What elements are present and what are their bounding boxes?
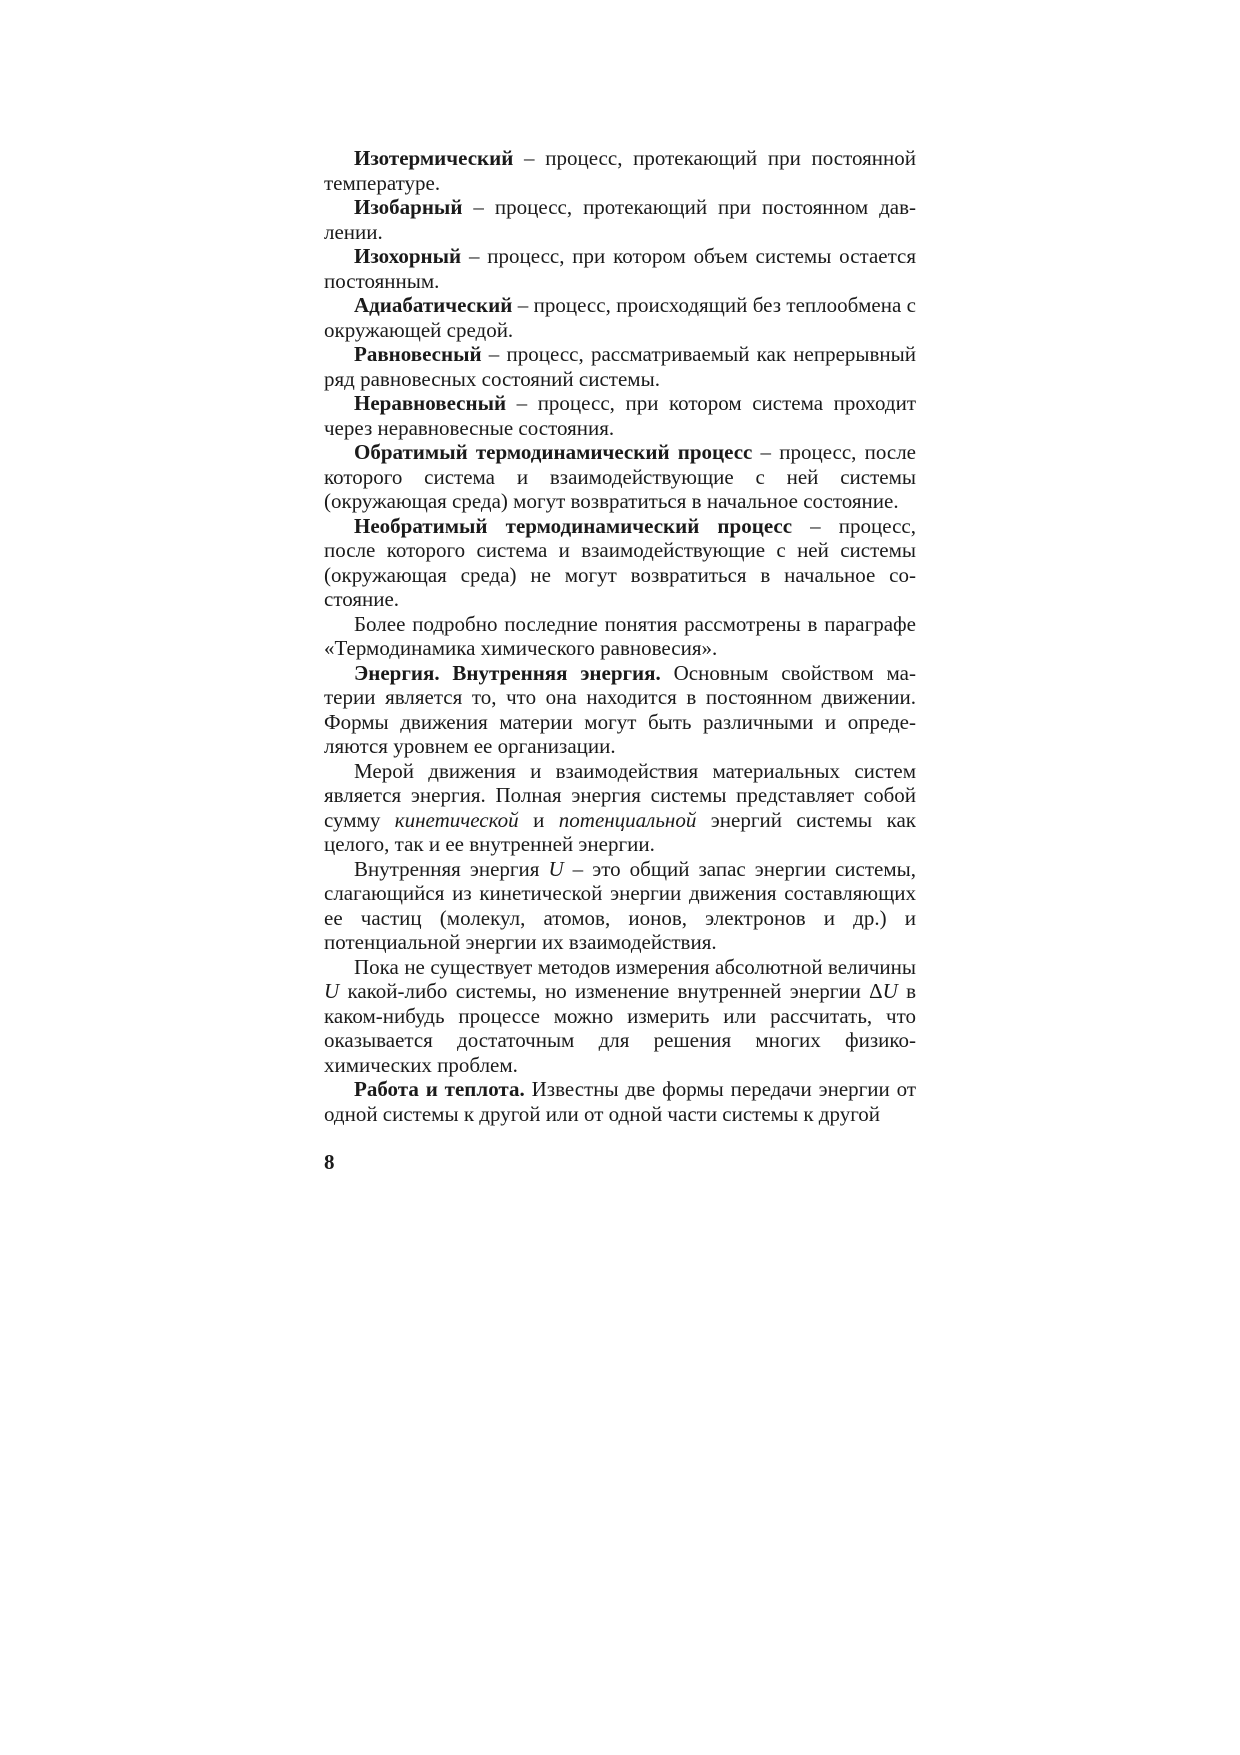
- paragraph-irreversible: [324, 514, 916, 612]
- internal-energy-text-1: Внутренняя энергия: [354, 856, 549, 881]
- paragraph-equilibrium: [324, 342, 916, 391]
- definition-non-equilibrium: – процесс, при котором система проходит через неравновесные состояния.: [324, 391, 916, 440]
- term-adiabatic: Адиабатический: [354, 293, 513, 317]
- internal-energy-text-2: – это общий запас энергии системы, слагающийся из кинетической энергии движения составляющих ее частиц (молекул, атомов, ионов, электронов и др.) и потенциальной энергии их взаимодействия.: [324, 856, 916, 954]
- measure-text-3: энергий системы как целого, так и ее внутренней энергии.: [324, 807, 916, 856]
- page-number: 8: [324, 1150, 335, 1174]
- paragraph-non-equilibrium: [324, 391, 916, 440]
- term-isochoric: Изохорный: [354, 244, 462, 268]
- measure-text-1: Мерой движения и взаимодействия материальных систем является энергия. Полная энергия системы представляет собой сумму: [324, 758, 916, 832]
- paragraph-no-methods: [324, 955, 916, 1078]
- definition-reversible: – процесс, после которого система и взаимодействующие с ней системы (окружающая среда) могут возвратиться в начальное состояние.: [324, 440, 916, 513]
- term-reversible: Обратимый термодинамический процесс: [354, 440, 753, 464]
- paragraph-isobaric: [324, 195, 916, 244]
- term-irreversible: Необратимый термодинамический процесс: [354, 513, 793, 538]
- no-methods-symbol-2: U: [882, 979, 898, 1003]
- energy-text: Основным свойством материи является то, что она находится в постоянном движении. Формы движения материи могут быть различными и определяются уровнем ее организации.: [324, 660, 916, 758]
- paragraph-internal-energy: [324, 857, 916, 955]
- measure-text-2: и: [518, 807, 559, 832]
- definition-equilibrium: – процесс, рассматриваемый как непрерывный ряд равновесных состояний системы.: [324, 342, 916, 391]
- definition-isothermal: – процесс, протекающий при постоянной температуре.: [324, 146, 916, 195]
- page-text: [324, 146, 916, 1126]
- paragraph-work-heat: [324, 1077, 916, 1126]
- paragraph-reversible: [324, 440, 916, 514]
- measure-potential: потенциальной: [558, 807, 697, 832]
- paragraph-isothermal: [324, 146, 916, 195]
- work-heat-text: Известны две формы передачи энергии от одной системы к другой или от одной части системы к другой: [324, 1077, 916, 1126]
- no-methods-text-1: Пока не существует методов измерения абсолютной величины: [354, 954, 916, 979]
- definition-isobaric: – процесс, протекающий при постоянном давлении.: [324, 195, 916, 244]
- more-detail-text: Более подробно последние понятия рассмотрены в параграфе «Термодинамика химического равновесия».: [324, 611, 916, 660]
- term-non-equilibrium: Неравновесный: [354, 391, 507, 415]
- internal-energy-symbol: U: [548, 856, 564, 881]
- no-methods-text-2: какой-либо системы, но изменение внутренней энергии Δ: [339, 979, 883, 1003]
- no-methods-symbol-1: U: [324, 979, 340, 1003]
- definition-irreversible: – процесс, после которого система и взаимодействующие с ней системы (окружающая среда) не могут возвратиться в начальное состояние.: [324, 513, 916, 611]
- paragraph-adiabatic: [324, 293, 916, 342]
- term-isobaric: Изобарный: [354, 195, 463, 219]
- measure-kinetic: кинетической: [394, 807, 519, 832]
- no-methods-text-3: в каком-нибудь процессе можно измерить или рассчитать, что оказывается достаточным для решения многих физико-химических проблем.: [324, 979, 916, 1077]
- paragraph-measure: [324, 759, 916, 857]
- term-equilibrium: Равновесный: [354, 342, 482, 366]
- definition-adiabatic: – процесс, происходящий без теплообмена с окружающей средой.: [324, 293, 916, 342]
- definition-isochoric: – процесс, при котором объем системы остается постоянным.: [324, 244, 916, 293]
- paragraph-isochoric: [324, 244, 916, 293]
- heading-work-heat: Работа и теплота.: [354, 1077, 525, 1101]
- term-isothermal: Изотермический: [354, 146, 514, 170]
- heading-energy: Энергия. Внутренняя энергия.: [354, 660, 661, 685]
- paragraph-energy: [324, 661, 916, 759]
- paragraph-more-detail: [324, 612, 916, 661]
